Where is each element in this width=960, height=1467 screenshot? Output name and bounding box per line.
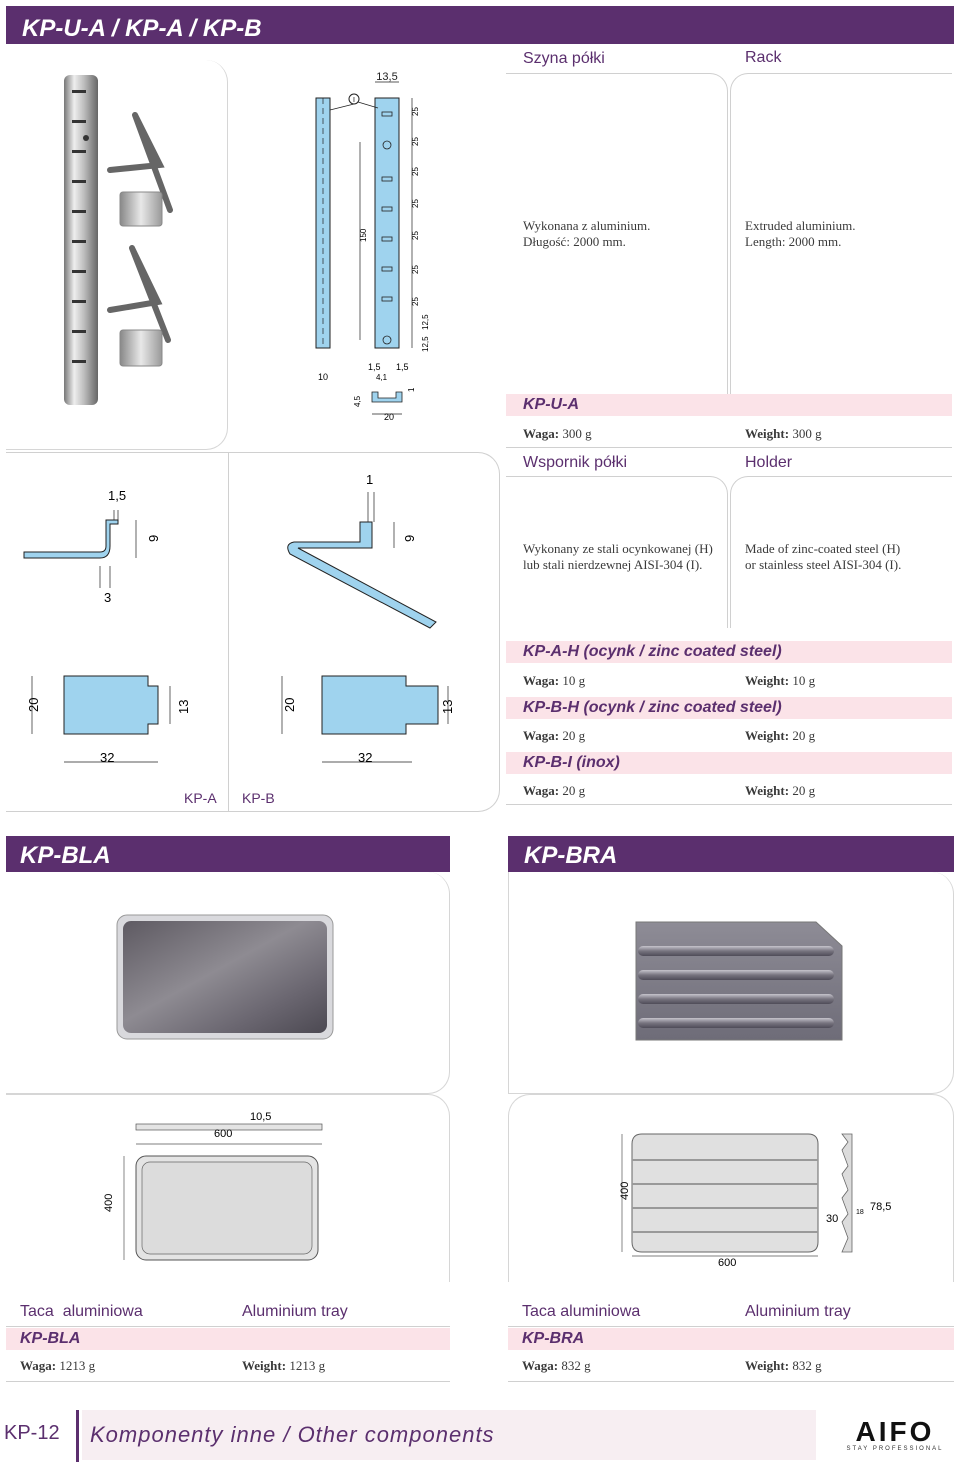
- divider: [6, 1326, 450, 1327]
- rack-dim-step: 25: [411, 297, 420, 306]
- bra-waga: [522, 1358, 591, 1374]
- holder-block-b: [276, 668, 476, 778]
- holder-dim-w: 3: [104, 590, 112, 605]
- rack-desc-en: [745, 218, 855, 250]
- bla-dim-w: 600: [214, 1128, 233, 1140]
- weight-label: Weight:: [745, 426, 790, 441]
- waga-label: Waga:: [523, 783, 560, 798]
- footer-separator: [76, 1410, 79, 1462]
- holder-dim-t2: 1: [366, 472, 374, 487]
- weight-label: Weight:: [745, 673, 790, 688]
- rack-dim-w20: 20: [384, 412, 395, 422]
- waga-label: Waga:: [523, 426, 560, 441]
- rack-dim-span: 150: [359, 228, 368, 242]
- weight-value: 300 g: [792, 426, 822, 441]
- waga-label: Waga:: [523, 728, 560, 743]
- weight-label: Weight:: [745, 783, 790, 798]
- holder-block-a: [18, 668, 228, 778]
- waga-label: Waga:: [20, 1358, 57, 1373]
- weight-value: 20 g: [792, 728, 816, 743]
- bra-photo: [628, 916, 850, 1046]
- bra-code: KP-BRA: [522, 1330, 585, 1347]
- waga-value: 1213 g: [59, 1358, 96, 1373]
- bla-code: KP-BLA: [20, 1330, 81, 1347]
- bra-title: KP-BRA: [524, 842, 618, 869]
- divider: [506, 804, 952, 805]
- holder-desc-en-line: Made of zinc-coated steel (H): [745, 541, 901, 556]
- bla-photo: [114, 912, 336, 1042]
- waga-label: Waga:: [522, 1358, 559, 1373]
- rack-dim-bottom: 12,5: [421, 336, 430, 352]
- weight-label: Weight:: [745, 1358, 790, 1373]
- divider: [508, 1381, 954, 1382]
- bla-dim-t: 10,5: [250, 1111, 272, 1123]
- variant-weight: [745, 728, 815, 744]
- holder-desc-pl: [523, 541, 713, 573]
- waga-value: 20 g: [562, 783, 586, 798]
- waga-value: 10 g: [562, 673, 586, 688]
- rack-dim-w15b: 1,5: [396, 362, 409, 372]
- rack-photo: [50, 70, 210, 410]
- waga-label: Waga:: [523, 673, 560, 688]
- weight-value: 10 g: [792, 673, 816, 688]
- divider: [6, 1381, 450, 1382]
- rack-dim-top: 13,5: [376, 71, 398, 83]
- bla-name-en: Aluminium tray: [242, 1303, 348, 1320]
- page-header: [6, 6, 954, 44]
- aifo-logo: [836, 1418, 954, 1458]
- holder-dim-h: 9: [146, 534, 161, 542]
- rack-dim-step: 25: [411, 167, 420, 176]
- bra-code-bar: [508, 1328, 954, 1350]
- bla-title-bar: [6, 836, 450, 872]
- holder-desc-pl-line: lub stali nierdzewnej AISI-304 (I).: [523, 557, 703, 572]
- block-b-tab: 13: [440, 699, 455, 714]
- divider: [508, 1326, 954, 1327]
- holder-title-pl: Wspornik półki: [523, 454, 628, 471]
- divider: [228, 452, 229, 812]
- holder-dim-h2: 9: [402, 534, 417, 542]
- bra-dim-h: 400: [619, 1181, 631, 1200]
- aifo-logo-text: AIFO: [855, 1416, 935, 1447]
- rack-dim-w10: 10: [318, 372, 329, 382]
- bla-code-bar: [6, 1328, 450, 1350]
- block-a-tab: 13: [176, 699, 191, 714]
- svg-text:I: I: [353, 97, 355, 104]
- bra-dim-18: 18: [856, 1209, 864, 1216]
- rack-desc-en-line: Extruded aluminium.: [745, 218, 856, 233]
- waga-value: 832 g: [561, 1358, 591, 1373]
- bla-weight: [242, 1358, 325, 1374]
- weight-value: 1213 g: [289, 1358, 326, 1373]
- holder-dim-t: 1,5: [108, 488, 127, 503]
- block-a-w: 32: [100, 750, 115, 765]
- variant-bar: [506, 641, 952, 663]
- page-title: KP-U-A / KP-A / KP-B: [22, 15, 262, 42]
- variant-code: KP-B-I (inox): [523, 754, 620, 771]
- aifo-logo-sub: STAY PROFESSIONAL: [846, 1446, 944, 1452]
- bra-name-pl: Taca aluminiowa: [522, 1303, 641, 1320]
- bra-dim-30: 30: [826, 1213, 839, 1225]
- rack-dim-d41: 4,1: [376, 373, 388, 382]
- rack-title-en: Rack: [745, 49, 782, 66]
- block-a-h: 20: [26, 697, 41, 712]
- rack-desc-pl-line: Wykonana z aluminium.: [523, 218, 651, 233]
- rack-dim-step: 25: [411, 265, 420, 274]
- rack-weight: [745, 426, 822, 442]
- holder-profile-left: [20, 470, 200, 610]
- weight-value: 20 g: [792, 783, 816, 798]
- rack-waga: [523, 426, 592, 442]
- weight-label: Weight:: [242, 1358, 287, 1373]
- variant-bar: [506, 752, 952, 774]
- holder-desc-pl-line: Wykonany ze stali ocynkowanej (H): [523, 541, 713, 556]
- divider: [506, 447, 952, 448]
- rack-dim-step: 25: [411, 199, 420, 208]
- weight-value: 832 g: [792, 1358, 822, 1373]
- rack-code-bar: [506, 394, 952, 416]
- holder-desc-en: [745, 541, 901, 573]
- rack-desc-en-line: Length: 2000 mm.: [745, 234, 842, 249]
- rack-dim-h45: 4,5: [353, 395, 362, 407]
- rack-dim-h1: 1: [407, 387, 416, 392]
- variant-code: KP-B-H (ocynk / zinc coated steel): [523, 699, 782, 716]
- variant-waga: [523, 673, 585, 689]
- variant-weight: [745, 673, 815, 689]
- bra-weight: [745, 1358, 822, 1374]
- bra-dim-785: 78,5: [870, 1201, 892, 1213]
- block-b-w: 32: [358, 750, 373, 765]
- block-b-h: 20: [282, 697, 297, 712]
- label-kp-b: KP-B: [242, 790, 275, 806]
- rack-dim-step: 25: [411, 107, 420, 116]
- rack-code: KP-U-A: [523, 396, 579, 413]
- bra-drawing: [612, 1126, 902, 1276]
- label-kp-a: KP-A: [184, 790, 217, 806]
- variant-code: KP-A-H (ocynk / zinc coated steel): [523, 643, 782, 660]
- variant-waga: [523, 728, 585, 744]
- rack-desc-pl-line: Długość: 2000 mm.: [523, 234, 626, 249]
- footer-page: KP-12: [4, 1422, 60, 1444]
- bla-dim-h: 400: [103, 1193, 115, 1212]
- waga-value: 20 g: [562, 728, 586, 743]
- footer-section-title: Komponenty inne / Other components: [90, 1422, 495, 1447]
- rack-title-pl: Szyna półki: [523, 50, 605, 67]
- rack-dim-step: 25: [411, 231, 420, 240]
- holder-title-en: Holder: [745, 454, 793, 471]
- waga-value: 300 g: [562, 426, 592, 441]
- holder-profile-right: [270, 468, 470, 638]
- rack-desc-pl: [523, 218, 650, 250]
- rack-dim-step: 25: [411, 137, 420, 146]
- bla-drawing: [100, 1104, 340, 1274]
- rack-dim-bottom: 12,5: [421, 314, 430, 330]
- rack-drawing: [300, 62, 480, 422]
- bra-title-bar: [508, 836, 954, 872]
- bla-title: KP-BLA: [20, 842, 111, 869]
- variant-weight: [745, 783, 815, 799]
- footer-section: [82, 1410, 816, 1460]
- bla-waga: [20, 1358, 95, 1374]
- holder-desc-en-line: or stainless steel AISI-304 (I).: [745, 557, 902, 572]
- bla-name-pl: Taca aluminiowa: [20, 1303, 143, 1320]
- bra-name-en: Aluminium tray: [745, 1303, 851, 1320]
- bra-dim-w: 600: [718, 1257, 737, 1269]
- variant-waga: [523, 783, 585, 799]
- rack-dim-w15a: 1,5: [368, 362, 381, 372]
- variant-bar: [506, 697, 952, 719]
- weight-label: Weight:: [745, 728, 790, 743]
